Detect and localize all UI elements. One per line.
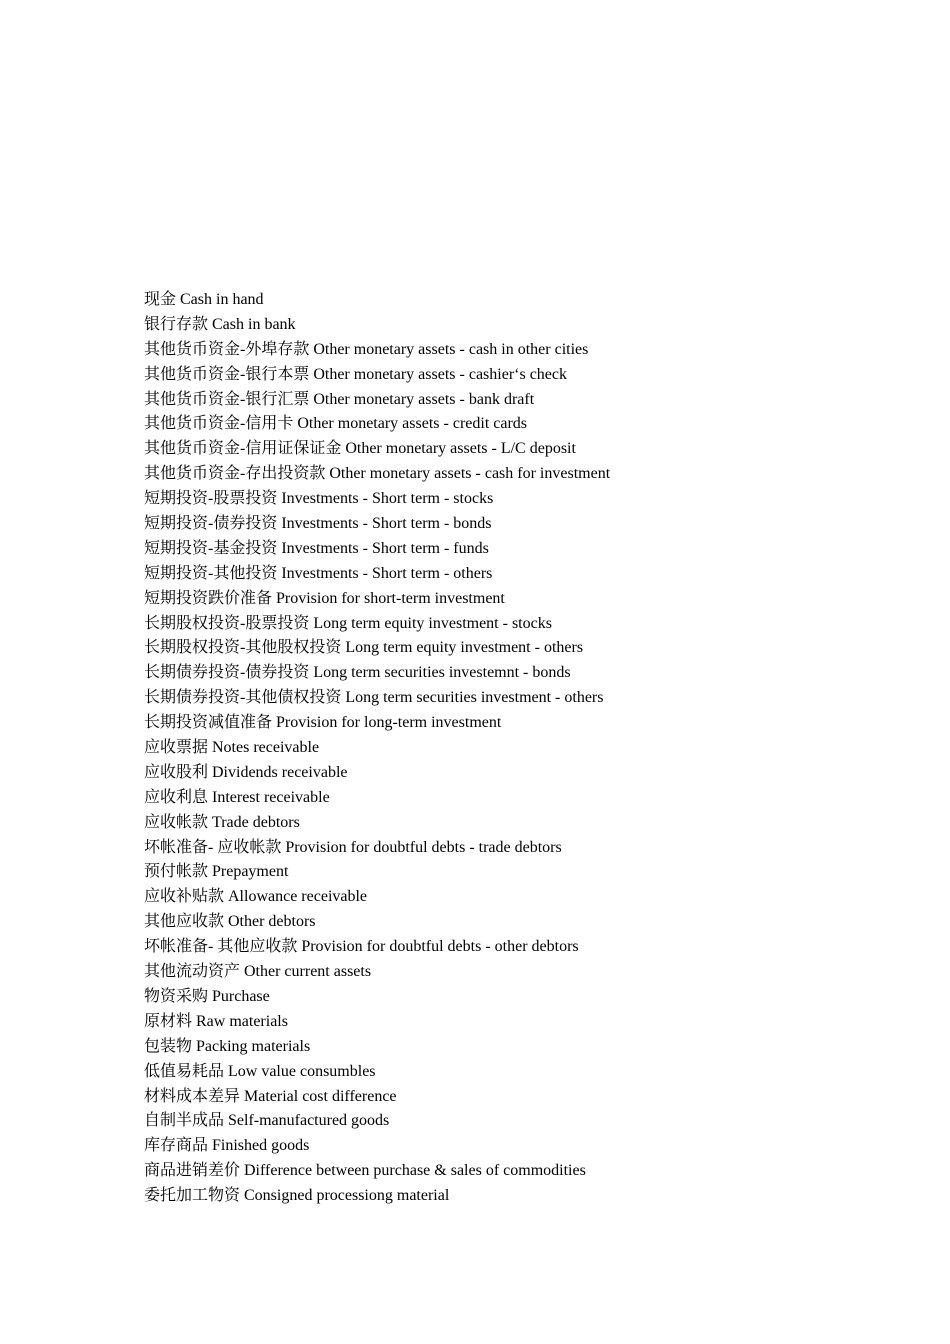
glossary-entry: 低值易耗品 Low value consumbles — [144, 1062, 376, 1080]
glossary-entry: 应收股利 Dividends receivable — [144, 763, 348, 781]
glossary-entry: 坏帐准备- 其他应收款 Provision for doubtful debts - other debtors — [144, 938, 579, 956]
glossary-entry: 应收帐款 Trade debtors — [144, 813, 300, 831]
glossary-entry: 其他货币资金-信用卡 Other monetary assets - credit cards — [144, 415, 528, 433]
glossary-entry: 应收利息 Interest receivable — [144, 788, 330, 806]
glossary-entry: 其他货币资金-银行汇票 Other monetary assets - bank draft — [144, 390, 535, 408]
glossary-entry: 其他应收款 Other debtors — [144, 913, 316, 931]
glossary-entry: 长期股权投资-其他股权投资 Long term equity investment - others — [144, 639, 584, 657]
glossary-entry: 其他流动资产 Other current assets — [144, 963, 372, 981]
glossary-entry: 其他货币资金-信用证保证金 Other monetary assets - L/C deposit — [144, 440, 576, 458]
glossary-entry: 材料成本差异 Material cost difference — [144, 1087, 397, 1105]
glossary-entry: 短期投资跌价准备 Provision for short-term investment — [144, 589, 505, 607]
glossary-entry: 商品进销差价 Difference between purchase & sales of commodities — [144, 1162, 586, 1180]
glossary-entry: 银行存款 Cash in bank — [144, 315, 296, 333]
glossary-entry: 长期债券投资-其他债权投资 Long term securities investment - others — [144, 689, 604, 707]
glossary-entry: 短期投资-基金投资 Investments - Short term - funds — [144, 539, 489, 557]
glossary-entry: 长期投资减值准备 Provision for long-term investment — [144, 714, 502, 732]
glossary-entry: 库存商品 Finished goods — [144, 1137, 310, 1155]
glossary-entry: 短期投资-债券投资 Investments - Short term - bonds — [144, 515, 492, 533]
glossary-entry: 应收票据 Notes receivable — [144, 739, 320, 757]
glossary-entry: 长期债券投资-债券投资 Long term securities investemnt - bonds — [144, 664, 571, 682]
account-glossary-list — [144, 288, 864, 1209]
glossary-entry: 包装物 Packing materials — [144, 1037, 311, 1055]
glossary-entry: 短期投资-股票投资 Investments - Short term - stocks — [144, 490, 494, 508]
glossary-entry: 自制半成品 Self-manufactured goods — [144, 1112, 390, 1130]
glossary-entry: 预付帐款 Prepayment — [144, 863, 289, 881]
glossary-entry: 物资采购 Purchase — [144, 987, 270, 1005]
glossary-entry: 坏帐准备- 应收帐款 Provision for doubtful debts - trade debtors — [144, 838, 562, 856]
glossary-entry: 应收补贴款 Allowance receivable — [144, 888, 368, 906]
glossary-entry: 其他货币资金-外埠存款 Other monetary assets - cash in other cities — [144, 340, 589, 358]
glossary-entry: 长期股权投资-股票投资 Long term equity investment - stocks — [144, 614, 552, 632]
glossary-entry: 原材料 Raw materials — [144, 1012, 288, 1030]
glossary-entry: 其他货币资金-存出投资款 Other monetary assets - cash for investment — [144, 465, 611, 483]
glossary-entry: 委托加工物资 Consigned processiong material — [144, 1187, 450, 1205]
glossary-entry: 其他货币资金-银行本票 Other monetary assets - cashier‘s check — [144, 365, 568, 383]
glossary-entry: 短期投资-其他投资 Investments - Short term - others — [144, 564, 493, 582]
glossary-entry: 现金 Cash in hand — [144, 291, 264, 308]
